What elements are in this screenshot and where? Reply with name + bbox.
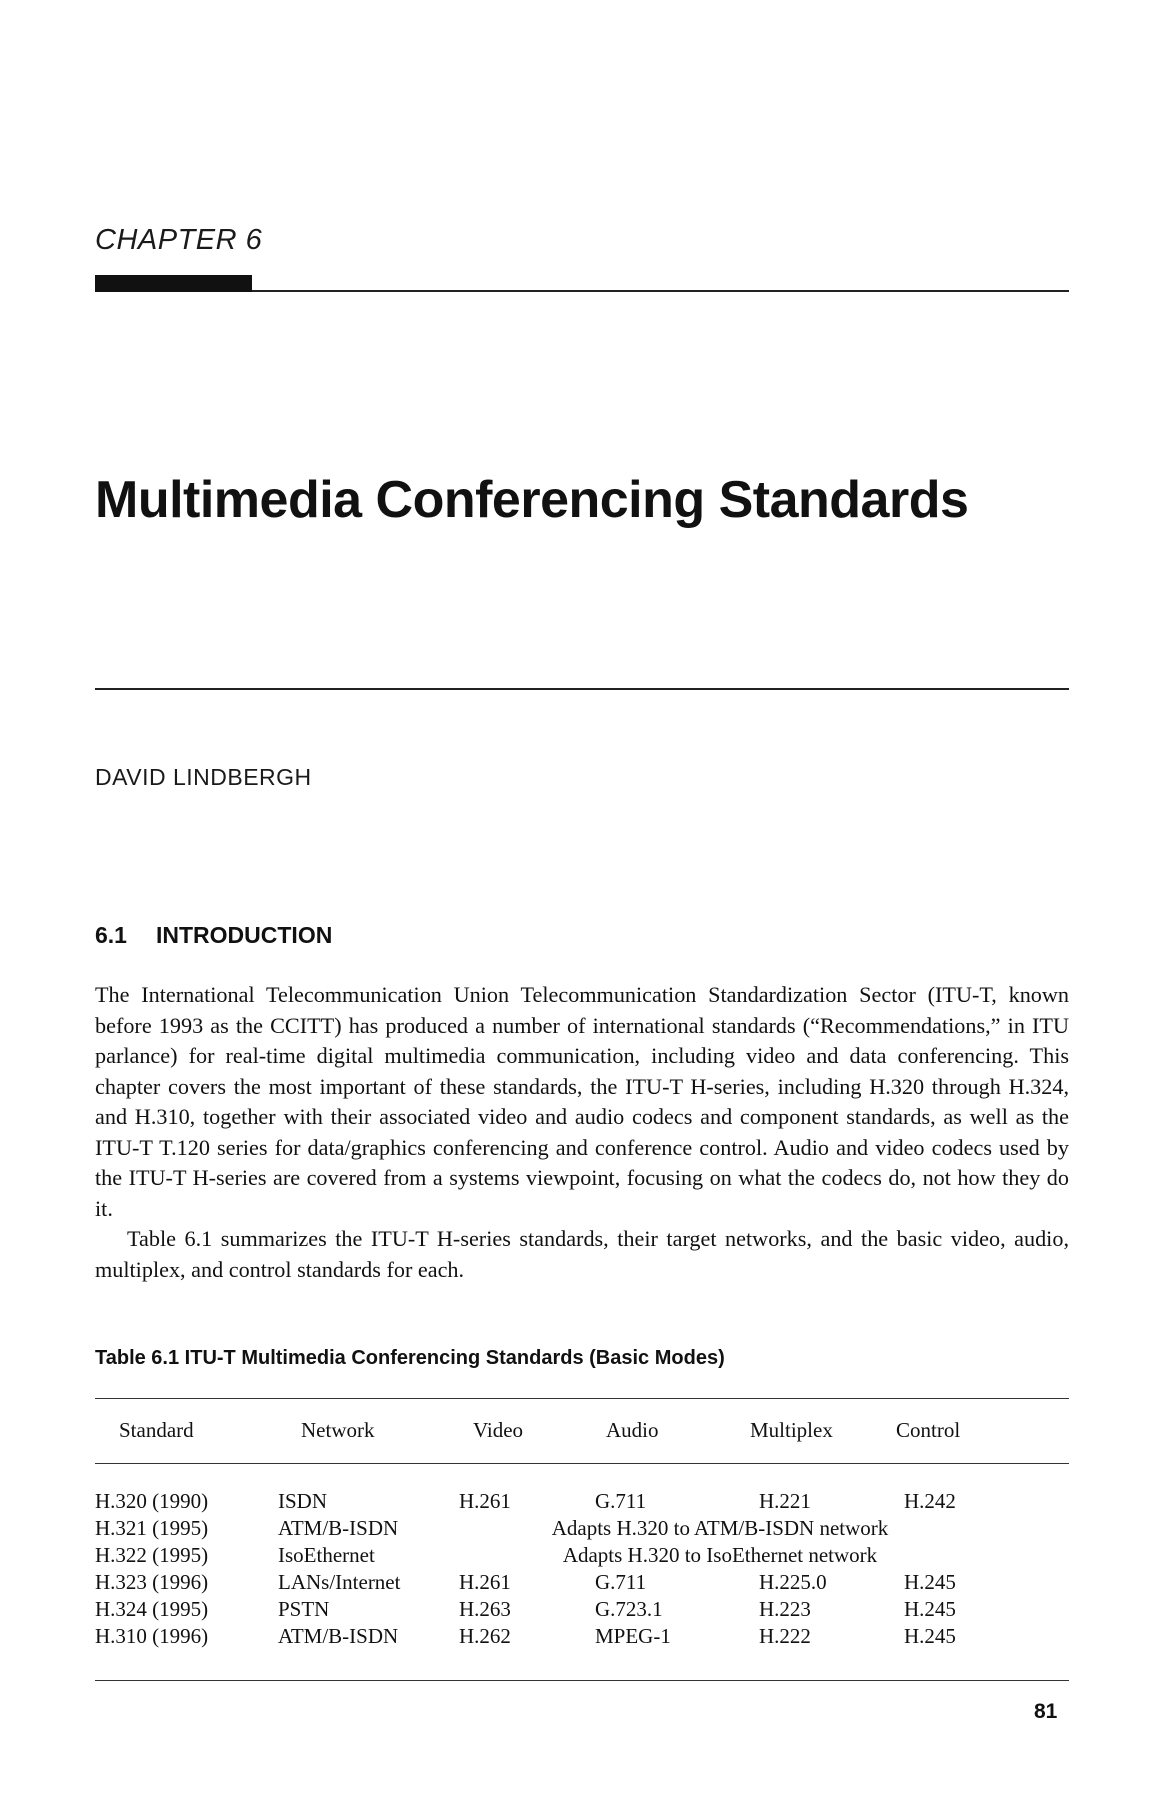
table-cell-span-note: Adapts H.320 to ATM/B-ISDN network [551,1516,889,1540]
table-cell-multiplex: H.222 [759,1624,811,1648]
table-cell-control: H.242 [904,1489,956,1513]
table-cell-standard: H.310 (1996) [95,1624,209,1648]
section-title: INTRODUCTION [156,922,333,948]
table-cell-multiplex: H.223 [759,1597,811,1621]
table-rule-header [95,1463,1069,1464]
paragraph: Table 6.1 summarizes the ITU-T H-series standards, their target networks, and the basic video, audio, multiplex, and control standards for each. [95,1226,1069,1282]
table-cell-video: H.261 [459,1570,511,1594]
table-cell-multiplex: H.225.0 [759,1570,827,1594]
section-heading [95,922,332,949]
body-text [95,980,1069,1285]
table-cell-control: H.245 [904,1570,956,1594]
table-cell-audio: G.711 [595,1489,647,1513]
table-header-standard: Standard [119,1418,194,1442]
section-number: 6.1 [95,922,127,948]
table-cell-network: ATM/B-ISDN [278,1516,399,1540]
table-cell-video: H.262 [459,1624,511,1648]
chapter-title: Multimedia Conferencing Standards [95,471,969,529]
table-header-network: Network [301,1418,375,1442]
table-cell-standard: H.320 (1990) [95,1489,209,1513]
table-cell-span-note: Adapts H.320 to IsoEthernet network [562,1543,878,1567]
table-header-audio: Audio [606,1418,659,1442]
table-rule-bottom [95,1680,1069,1681]
table-cell-standard: H.324 (1995) [95,1597,209,1621]
table-header-video: Video [473,1418,524,1442]
table-cell-audio: G.723.1 [595,1597,663,1621]
table-cell-network: PSTN [278,1597,330,1621]
table-rule-top [95,1398,1069,1399]
author-name: DAVID LINDBERGH [95,764,312,790]
table-cell-network: LANs/Internet [278,1570,401,1594]
table-cell-video: H.263 [459,1597,511,1621]
table-cell-network: ISDN [278,1489,328,1513]
table-cell-audio: G.711 [595,1570,647,1594]
page-number: 81 [1034,1700,1058,1723]
table-cell-network: IsoEthernet [278,1543,375,1567]
table-caption: Table 6.1 ITU-T Multimedia Conferencing Standards (Basic Modes) [95,1347,725,1369]
table-cell-multiplex: H.221 [759,1489,811,1513]
table-cell-standard: H.321 (1995) [95,1516,209,1540]
table-header-multiplex: Multiplex [750,1418,833,1442]
table-cell-standard: H.322 (1995) [95,1543,209,1567]
table-cell-audio: MPEG-1 [595,1624,671,1648]
paragraph: The International Telecommunication Union Telecommunication Standardization Sector (ITU-T, known before 1993 as the CCITT) has produced a number of international standards (“Recommendations,” in ITU parlance) for real-time digital multimedia communication, including video and data conferencing. This chapter covers the most important of these standards, the ITU-T H-series, including H.320 through H.324, and H.310, together with their associated video and audio codecs and component standards, as well as the ITU-T T.120 series for data/graphics conferencing and conference control. Audio and video codecs used by the ITU-T H-series are covered from a systems viewpoint, focusing on what the codecs do, not how they do it. [95,982,1069,1221]
table-cell-control: H.245 [904,1624,956,1648]
chapter-label: CHAPTER 6 [95,224,263,256]
table-cell-video: H.261 [459,1489,511,1513]
title-rule [95,688,1069,690]
chapter-rule-bar [95,275,252,292]
table-cell-network: ATM/B-ISDN [278,1624,399,1648]
table-cell-control: H.245 [904,1597,956,1621]
table-cell-standard: H.323 (1996) [95,1570,209,1594]
table-header-control: Control [896,1418,961,1442]
